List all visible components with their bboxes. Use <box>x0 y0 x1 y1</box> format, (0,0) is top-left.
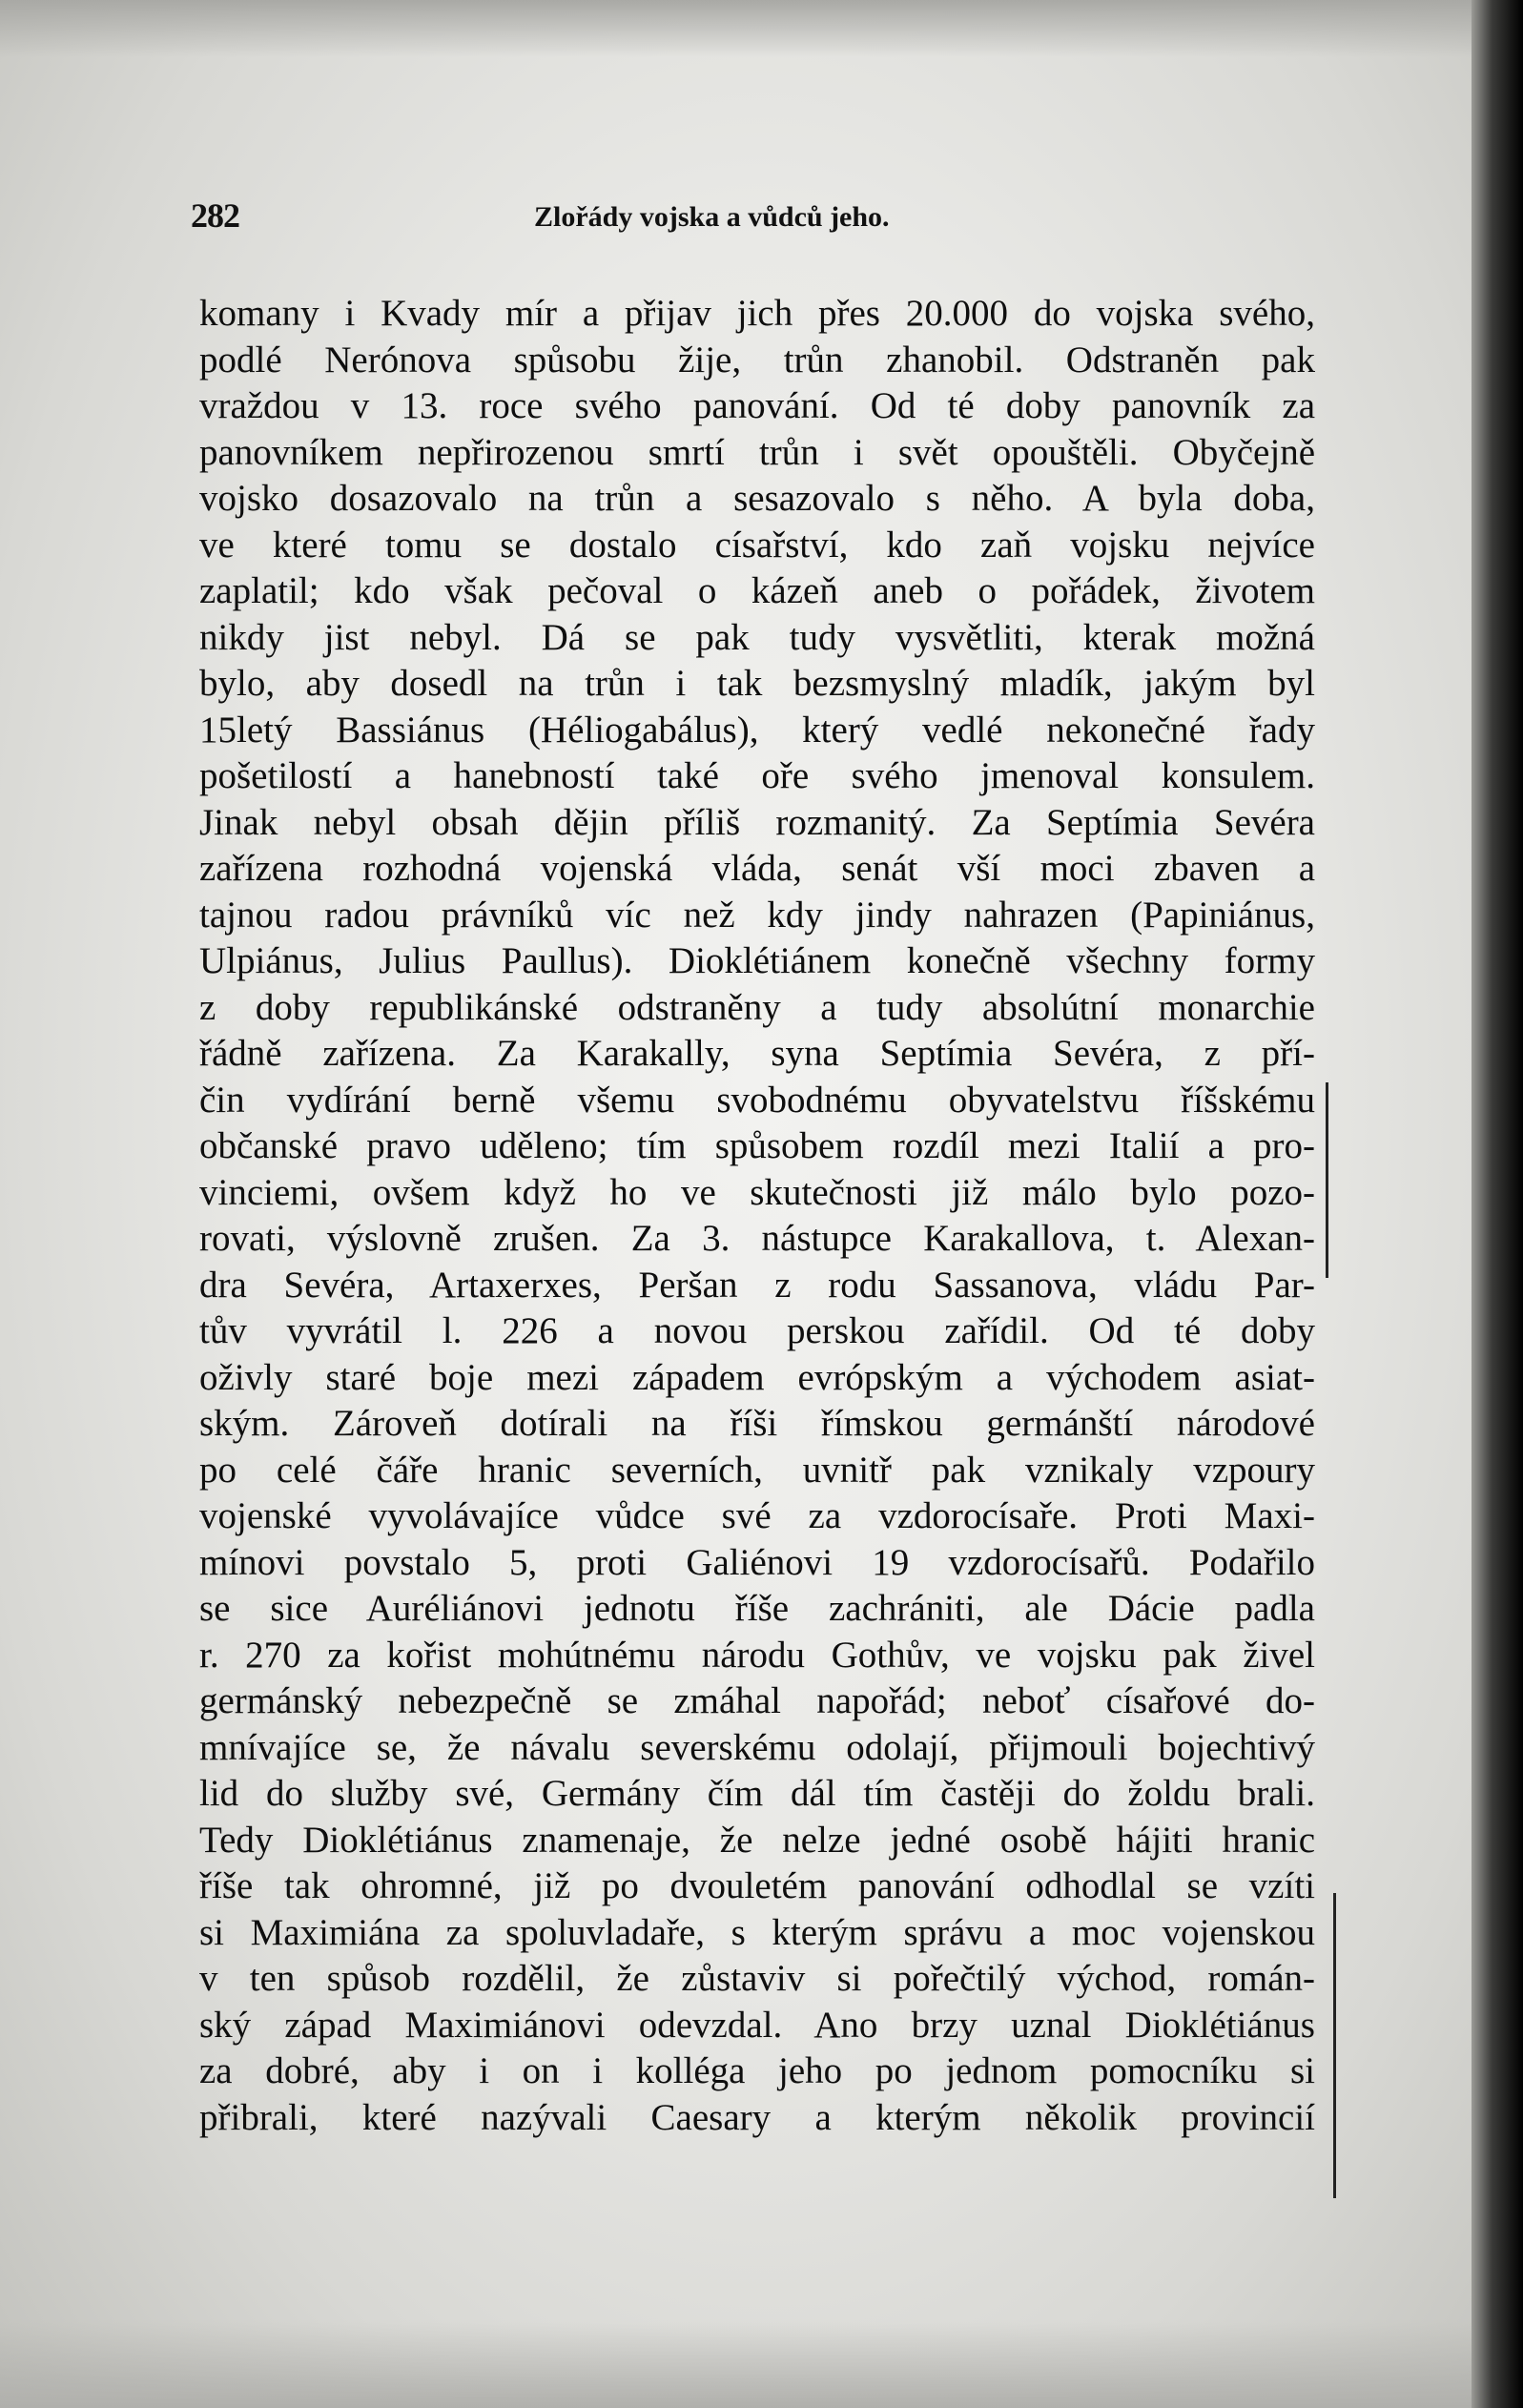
text-line: ským. Zároveň dotírali na říši římskou germánští národové <box>199 1403 1315 1444</box>
text-line: z doby republikánské odstraněny a tudy absolútní monarchie <box>199 986 1315 1028</box>
text-line: si Maximiána za spoluvladaře, s kterým správu a moc vojenskou <box>199 1911 1315 1953</box>
text-line: Ulpiánus, Julius Paullus). Dioklétiánem konečně všechny formy <box>199 940 1315 981</box>
text-line: pošetilostí a hanebností také oře svého jmenoval konsulem. <box>199 755 1315 796</box>
text-line: se sice Auréliánovi jednotu říše zachrániti, ale Dácie padla <box>199 1588 1315 1629</box>
text-line: oživly staré boje mezi západem evrópským a východem asiat- <box>199 1356 1315 1398</box>
text-line: mínovi povstalo 5, proti Galiénovi 19 vzdorocísařů. Podařilo <box>199 1541 1315 1583</box>
margin-pencil-mark <box>1333 1893 1336 2198</box>
text-line: vraždou v 13. roce svého panování. Od té doby panovník za <box>199 385 1315 426</box>
text-line: řádně zařízena. Za Karakally, syna Septímia Sevéra, z pří- <box>199 1033 1315 1074</box>
page-header <box>191 196 1335 243</box>
text-line: Jinak nebyl obsah dějin příliš rozmanitý. Za Septímia Sevéra <box>199 801 1315 843</box>
scan-shadow-bottom <box>0 2322 1523 2408</box>
text-line: za dobré, aby i on i kolléga jeho po jednom pomocníku si <box>199 2050 1315 2091</box>
text-line: rovati, výslovně zrušen. Za 3. nástupce Karakallova, t. Alexan- <box>199 1218 1315 1259</box>
page-number: 282 <box>191 196 239 235</box>
text-line: mnívajíce se, že návalu severskému odolají, přijmouli bojechtivý <box>199 1726 1315 1768</box>
scan-shadow-top <box>0 0 1523 57</box>
text-line: 15letý Bassiánus (Héliogabálus), který vedlé nekonečné řady <box>199 709 1315 751</box>
text-line: lid do služby své, Germány čím dál tím častěji do žoldu brali. <box>199 1773 1315 1814</box>
text-line: tův vyvrátil l. 226 a novou perskou zařídil. Od té doby <box>199 1310 1315 1351</box>
text-line: občanské pravo uděleno; tím spůsobem rozdíl mezi Italií a pro- <box>199 1125 1315 1166</box>
text-line: Tedy Dioklétiánus znamenaje, že nelze jedné osobě hájiti hranic <box>199 1819 1315 1861</box>
text-line: čin vydírání berně všemu svobodnému obyvatelstvu říšskému <box>199 1079 1315 1121</box>
text-line: zařízena rozhodná vojenská vláda, senát vší moci zbaven a <box>199 848 1315 889</box>
text-line: po celé čáře hranic severních, uvnitř pak vznikaly vzpoury <box>199 1449 1315 1491</box>
text-line: vojsko dosazovalo na trůn a sesazovalo s něho. A byla doba, <box>199 478 1315 519</box>
text-line: nikdy jist nebyl. Dá se pak tudy vysvětliti, kterak možná <box>199 616 1315 658</box>
text-line: vinciemi, ovšem když ho ve skutečnosti již málo bylo pozo- <box>199 1171 1315 1213</box>
text-line: zaplatil; kdo však pečoval o kázeň aneb o pořádek, životem <box>199 570 1315 611</box>
running-head: Zlořády vojska a vůdců jeho. <box>534 201 890 233</box>
text-line: germánský nebezpečně se zmáhal napořád; neboť císařové do- <box>199 1680 1315 1721</box>
text-line: přibrali, které nazývali Caesary a kterým několik provincií <box>199 2096 1315 2138</box>
text-line: komany i Kvady mír a přijav jich přes 20.000 do vojska svého, <box>199 293 1315 334</box>
text-line: dra Sevéra, Artaxerxes, Peršan z rodu Sassanova, vládu Par- <box>199 1264 1315 1306</box>
text-line: r. 270 za kořist mohútnému národu Gothův, ve vojsku pak živel <box>199 1634 1315 1676</box>
scan-edge-right <box>1472 0 1523 2408</box>
text-line: panovníkem nepřirozenou smrtí trůn i svět opouštěli. Obyčejně <box>199 431 1315 473</box>
text-line: v ten spůsob rozdělil, že zůstaviv si pořečtilý východ, román- <box>199 1958 1315 1999</box>
margin-pencil-mark <box>1326 1082 1328 1278</box>
text-line: tajnou radou právníků víc než kdy jindy nahrazen (Papiniánus, <box>199 894 1315 936</box>
body-text <box>199 291 1315 2141</box>
text-line: ve které tomu se dostalo císařství, kdo zaň vojsku nejvíce <box>199 524 1315 566</box>
text-line: říše tak ohromné, již po dvouletém panování odhodlal se vzíti <box>199 1865 1315 1906</box>
text-line: bylo, aby dosedl na trůn i tak bezsmyslný mladík, jakým byl <box>199 663 1315 704</box>
text-line: podlé Nerónova spůsobu žije, trůn zhanobil. Odstraněn pak <box>199 339 1315 381</box>
text-line: vojenské vyvolávajíce vůdce své za vzdorocísaře. Proti Maxi- <box>199 1495 1315 1536</box>
text-line: ský západ Maximiánovi odevzdal. Ano brzy uznal Dioklétiánus <box>199 2004 1315 2046</box>
